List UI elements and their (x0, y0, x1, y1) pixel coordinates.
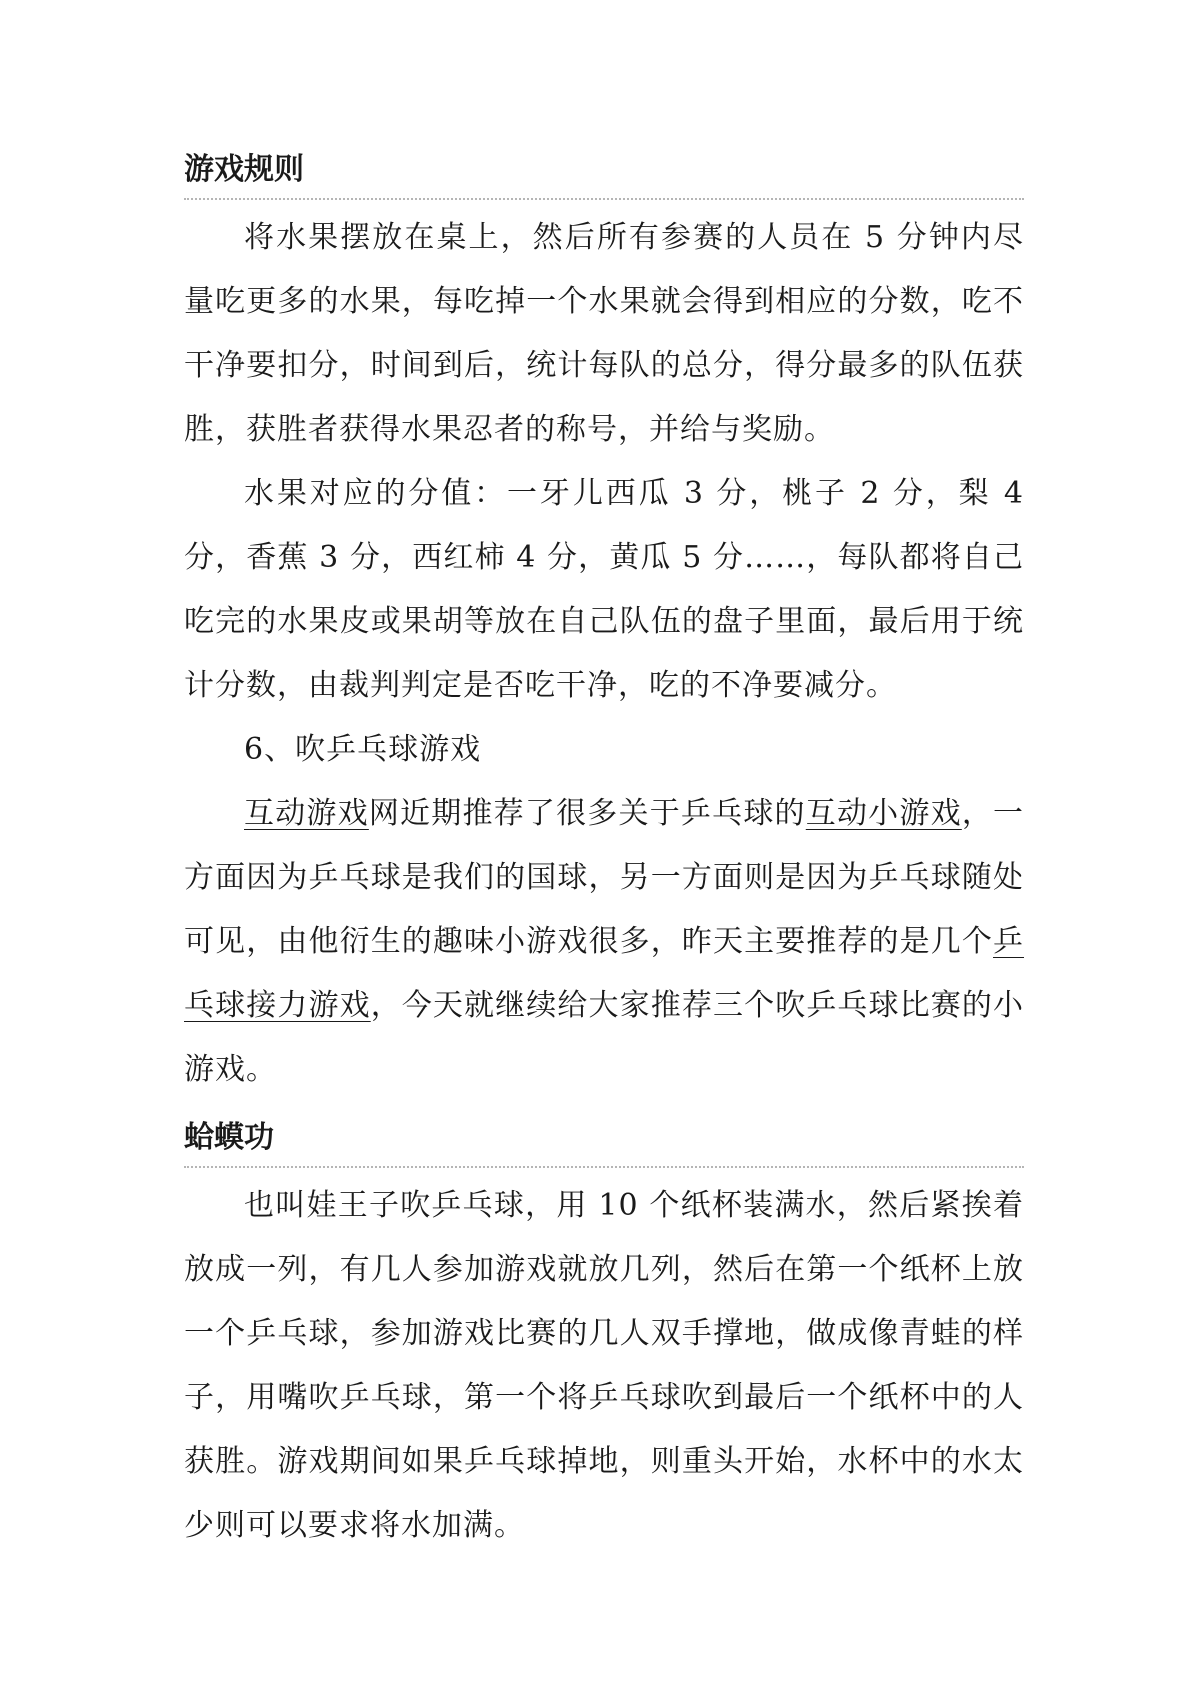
paragraph-fruit-rules: 将水果摆放在桌上，然后所有参赛的人员在 5 分钟内尽量吃更多的水果，每吃掉一个水果就会得到相应的分数，吃不干净要扣分，时间到后，统计每队的总分，得分最多的队伍获胜，获胜者获得水果忍者的称号，并给与奖励。 (184, 220, 1024, 447)
paragraph-text: 网近期推荐了很多关于乒乓球的 (368, 796, 806, 831)
section-heading-game-rules: 游戏规则 (184, 150, 1024, 200)
link-ping-pong-relay-games[interactable]: 乒乓球接力游戏 (184, 924, 1024, 1023)
paragraph-ping-pong-title: 6、吹乒乓球游戏 (244, 732, 482, 767)
paragraph-text: ，一方面因为乒乓球是我们的国球，另一方面则是因为乒乓球随处可见，由他衍生的趣味小游戏很多，昨天主要推荐的是几个 (184, 796, 1025, 959)
paragraph-fruit-scores: 水果对应的分值：一牙儿西瓜 3 分，桃子 2 分，梨 4 分，香蕉 3 分，西红柿 4 分，黄瓜 5 分……，每队都将自己吃完的水果皮或果胡等放在自己队伍的盘子里面，最后用于统计分数，由裁判判定是否吃干净，吃的不净要减分。 (184, 476, 1024, 703)
link-interactive-games[interactable]: 互动游戏 (244, 796, 369, 831)
paragraph-ping-pong-intro (184, 782, 1024, 1102)
section-heading-toad-skill: 蛤蟆功 (184, 1118, 1024, 1168)
document-page (184, 150, 1024, 1558)
paragraph-toad-skill-rules: 也叫娃王子吹乒乓球，用 10 个纸杯装满水，然后紧挨着放成一列，有几人参加游戏就放几列，然后在第一个纸杯上放一个乒乓球，参加游戏比赛的几人双手撑地，做成像青蛙的样子，用嘴吹乒乓球，第一个将乒乓球吹到最后一个纸杯中的人获胜。游戏期间如果乒乓球掉地，则重头开始，水杯中的水太少则可以要求将水加满。 (184, 1188, 1024, 1543)
paragraph-text: ，今天就继续给大家推荐三个吹乒乓球比赛的小游戏。 (184, 988, 1025, 1087)
link-interactive-mini-games[interactable]: 互动小游戏 (805, 796, 962, 831)
